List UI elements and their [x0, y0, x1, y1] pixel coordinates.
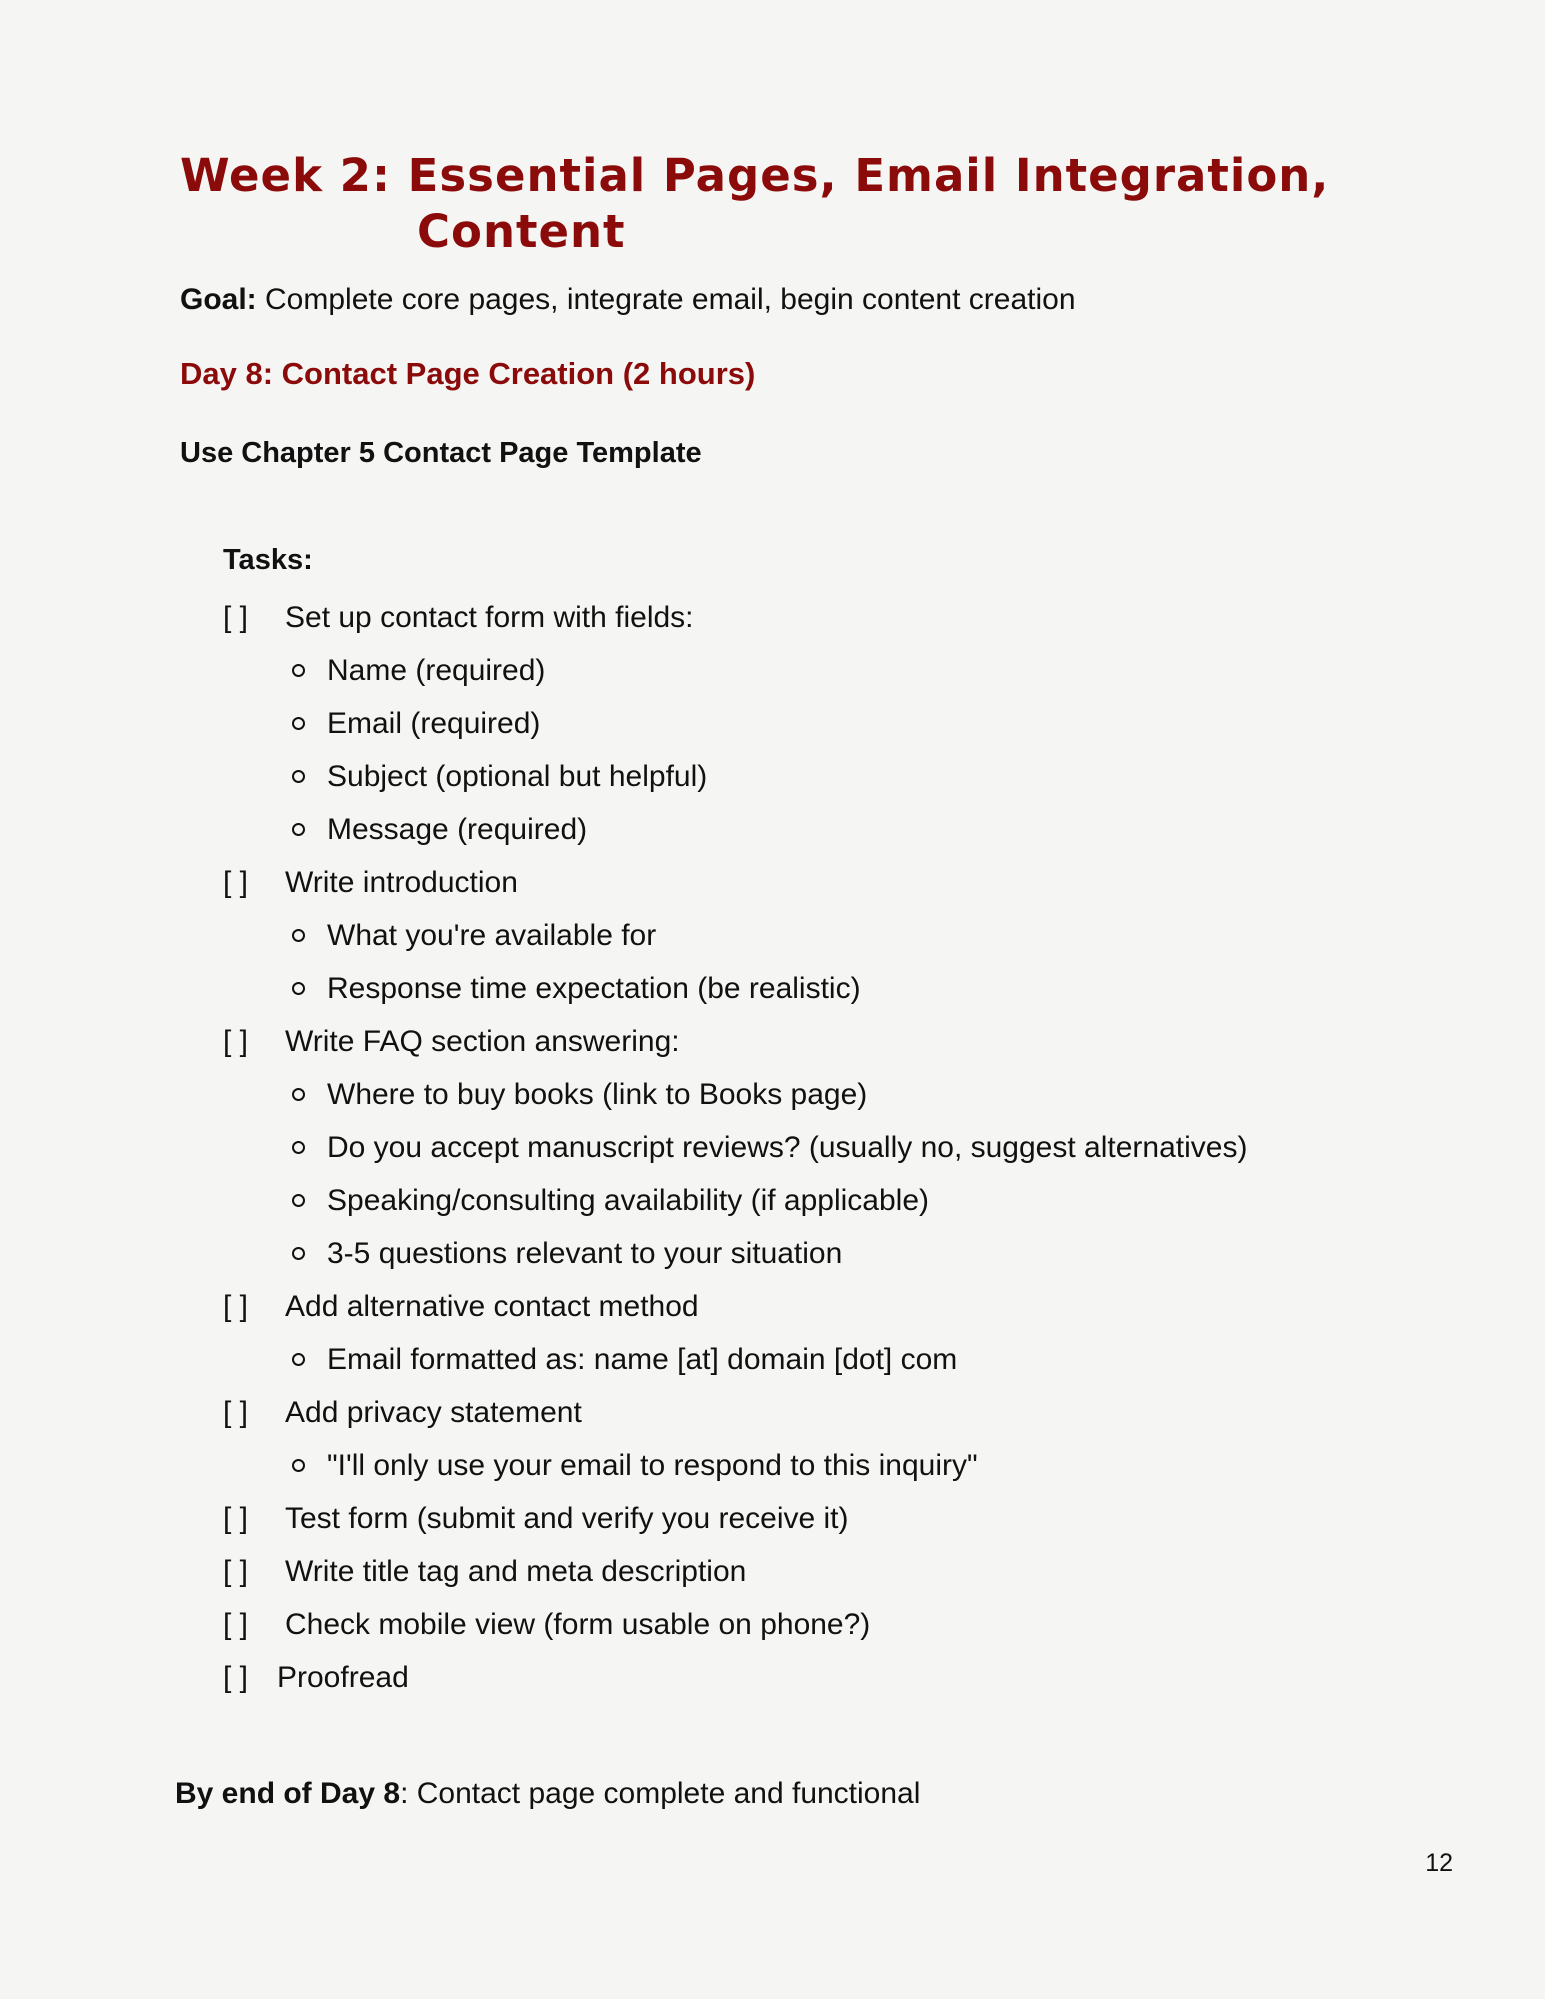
task-text: Test form (submit and verify you receive it): [285, 1502, 849, 1535]
task-item: [223, 591, 1473, 856]
checkbox-glyph[interactable]: [ ]: [223, 1290, 249, 1323]
hollow-circle-bullet-icon: [292, 929, 305, 942]
task-item: [223, 1598, 1473, 1651]
title-line-1: Week 2: Essential Pages, Email Integration,: [180, 149, 1330, 202]
subtask-item: [292, 803, 1473, 856]
day-summary: [175, 1774, 920, 1814]
task-item: [223, 856, 1473, 1015]
task-row: [223, 591, 1473, 644]
goal-text: Complete core pages, integrate email, begin content creation: [265, 283, 1076, 316]
subtask-text: Speaking/consulting availability (if applicable): [327, 1184, 930, 1217]
task-item: [223, 1015, 1473, 1280]
task-item: [223, 1386, 1473, 1492]
subtask-text: Where to buy books (link to Books page): [327, 1078, 868, 1111]
task-text: Add alternative contact method: [285, 1290, 699, 1323]
page-number: 12: [1425, 1849, 1453, 1877]
hollow-circle-bullet-icon: [292, 717, 305, 730]
task-item: [223, 1545, 1473, 1598]
subtask-text: Do you accept manuscript reviews? (usually no, suggest alternatives): [327, 1131, 1248, 1164]
checkbox-glyph[interactable]: [ ]: [223, 866, 249, 899]
checkbox-glyph[interactable]: [ ]: [223, 1555, 249, 1588]
subtask-text: Subject (optional but helpful): [327, 760, 708, 793]
task-list: [223, 591, 1473, 1704]
subtask-text: "I'll only use your email to respond to this inquiry": [327, 1449, 978, 1482]
task-row: [223, 1598, 1473, 1651]
subtask-text: 3-5 questions relevant to your situation: [327, 1237, 843, 1270]
subtask-text: Name (required): [327, 654, 546, 687]
day-heading: Day 8: Contact Page Creation (2 hours): [180, 356, 756, 391]
checkbox-glyph[interactable]: [ ]: [223, 1608, 249, 1641]
checkbox-glyph[interactable]: [ ]: [223, 1661, 249, 1694]
hollow-circle-bullet-icon: [292, 1247, 305, 1260]
title-line-2: Content: [417, 205, 626, 258]
subtask-text: Email (required): [327, 707, 541, 740]
task-item: [223, 1280, 1473, 1386]
task-row: [223, 1280, 1473, 1333]
subtask-item: [292, 750, 1473, 803]
subtask-item: [292, 1227, 1473, 1280]
task-text: Set up contact form with fields:: [285, 601, 694, 634]
hollow-circle-bullet-icon: [292, 823, 305, 836]
goal-label: Goal:: [180, 283, 257, 316]
hollow-circle-bullet-icon: [292, 1141, 305, 1154]
task-row: [223, 1015, 1473, 1068]
subtask-item: [292, 962, 1473, 1015]
task-text: Check mobile view (form usable on phone?): [285, 1608, 871, 1641]
subtask-list: [223, 1068, 1473, 1280]
subtask-list: [223, 644, 1473, 856]
checkbox-glyph[interactable]: [ ]: [223, 601, 249, 634]
hollow-circle-bullet-icon: [292, 1459, 305, 1472]
task-item: [223, 1492, 1473, 1545]
subtask-text: Response time expectation (be realistic): [327, 972, 861, 1005]
subtask-item: [292, 1174, 1473, 1227]
subtask-list: [223, 909, 1473, 1015]
checkbox-glyph[interactable]: [ ]: [223, 1025, 249, 1058]
hollow-circle-bullet-icon: [292, 1088, 305, 1101]
tasks-label: Tasks:: [223, 544, 313, 576]
hollow-circle-bullet-icon: [292, 664, 305, 677]
subtask-item: [292, 697, 1473, 750]
task-text: Write introduction: [285, 866, 518, 899]
summary-label: By end of Day 8: [175, 1777, 401, 1810]
task-text: Proofread: [277, 1661, 409, 1694]
subtask-item: [292, 1333, 1473, 1386]
subtask-item: [292, 909, 1473, 962]
task-row: [223, 1545, 1473, 1598]
task-text: Write title tag and meta description: [285, 1555, 747, 1588]
subtask-text: What you're available for: [327, 919, 657, 952]
hollow-circle-bullet-icon: [292, 1353, 305, 1366]
goal-line: [180, 280, 1076, 320]
task-row: [223, 1651, 1473, 1704]
checkbox-glyph[interactable]: [ ]: [223, 1396, 249, 1429]
task-row: [223, 1386, 1473, 1439]
subtask-text: Email formatted as: name [at] domain [dot] com: [327, 1343, 958, 1376]
subtask-list: [223, 1333, 1473, 1386]
subtask-item: [292, 1121, 1473, 1174]
hollow-circle-bullet-icon: [292, 982, 305, 995]
checkbox-glyph[interactable]: [ ]: [223, 1502, 249, 1535]
subtask-item: [292, 1068, 1473, 1121]
page-title: [180, 148, 1420, 260]
task-row: [223, 1492, 1473, 1545]
task-item: [223, 1651, 1473, 1704]
task-text: Add privacy statement: [285, 1396, 582, 1429]
hollow-circle-bullet-icon: [292, 770, 305, 783]
template-note: Use Chapter 5 Contact Page Template: [180, 437, 702, 469]
task-row: [223, 856, 1473, 909]
subtask-list: [223, 1439, 1473, 1492]
task-text: Write FAQ section answering:: [285, 1025, 680, 1058]
subtask-text: Message (required): [327, 813, 588, 846]
summary-text: : Contact page complete and functional: [400, 1777, 921, 1810]
subtask-item: [292, 644, 1473, 697]
subtask-item: [292, 1439, 1473, 1492]
hollow-circle-bullet-icon: [292, 1194, 305, 1207]
